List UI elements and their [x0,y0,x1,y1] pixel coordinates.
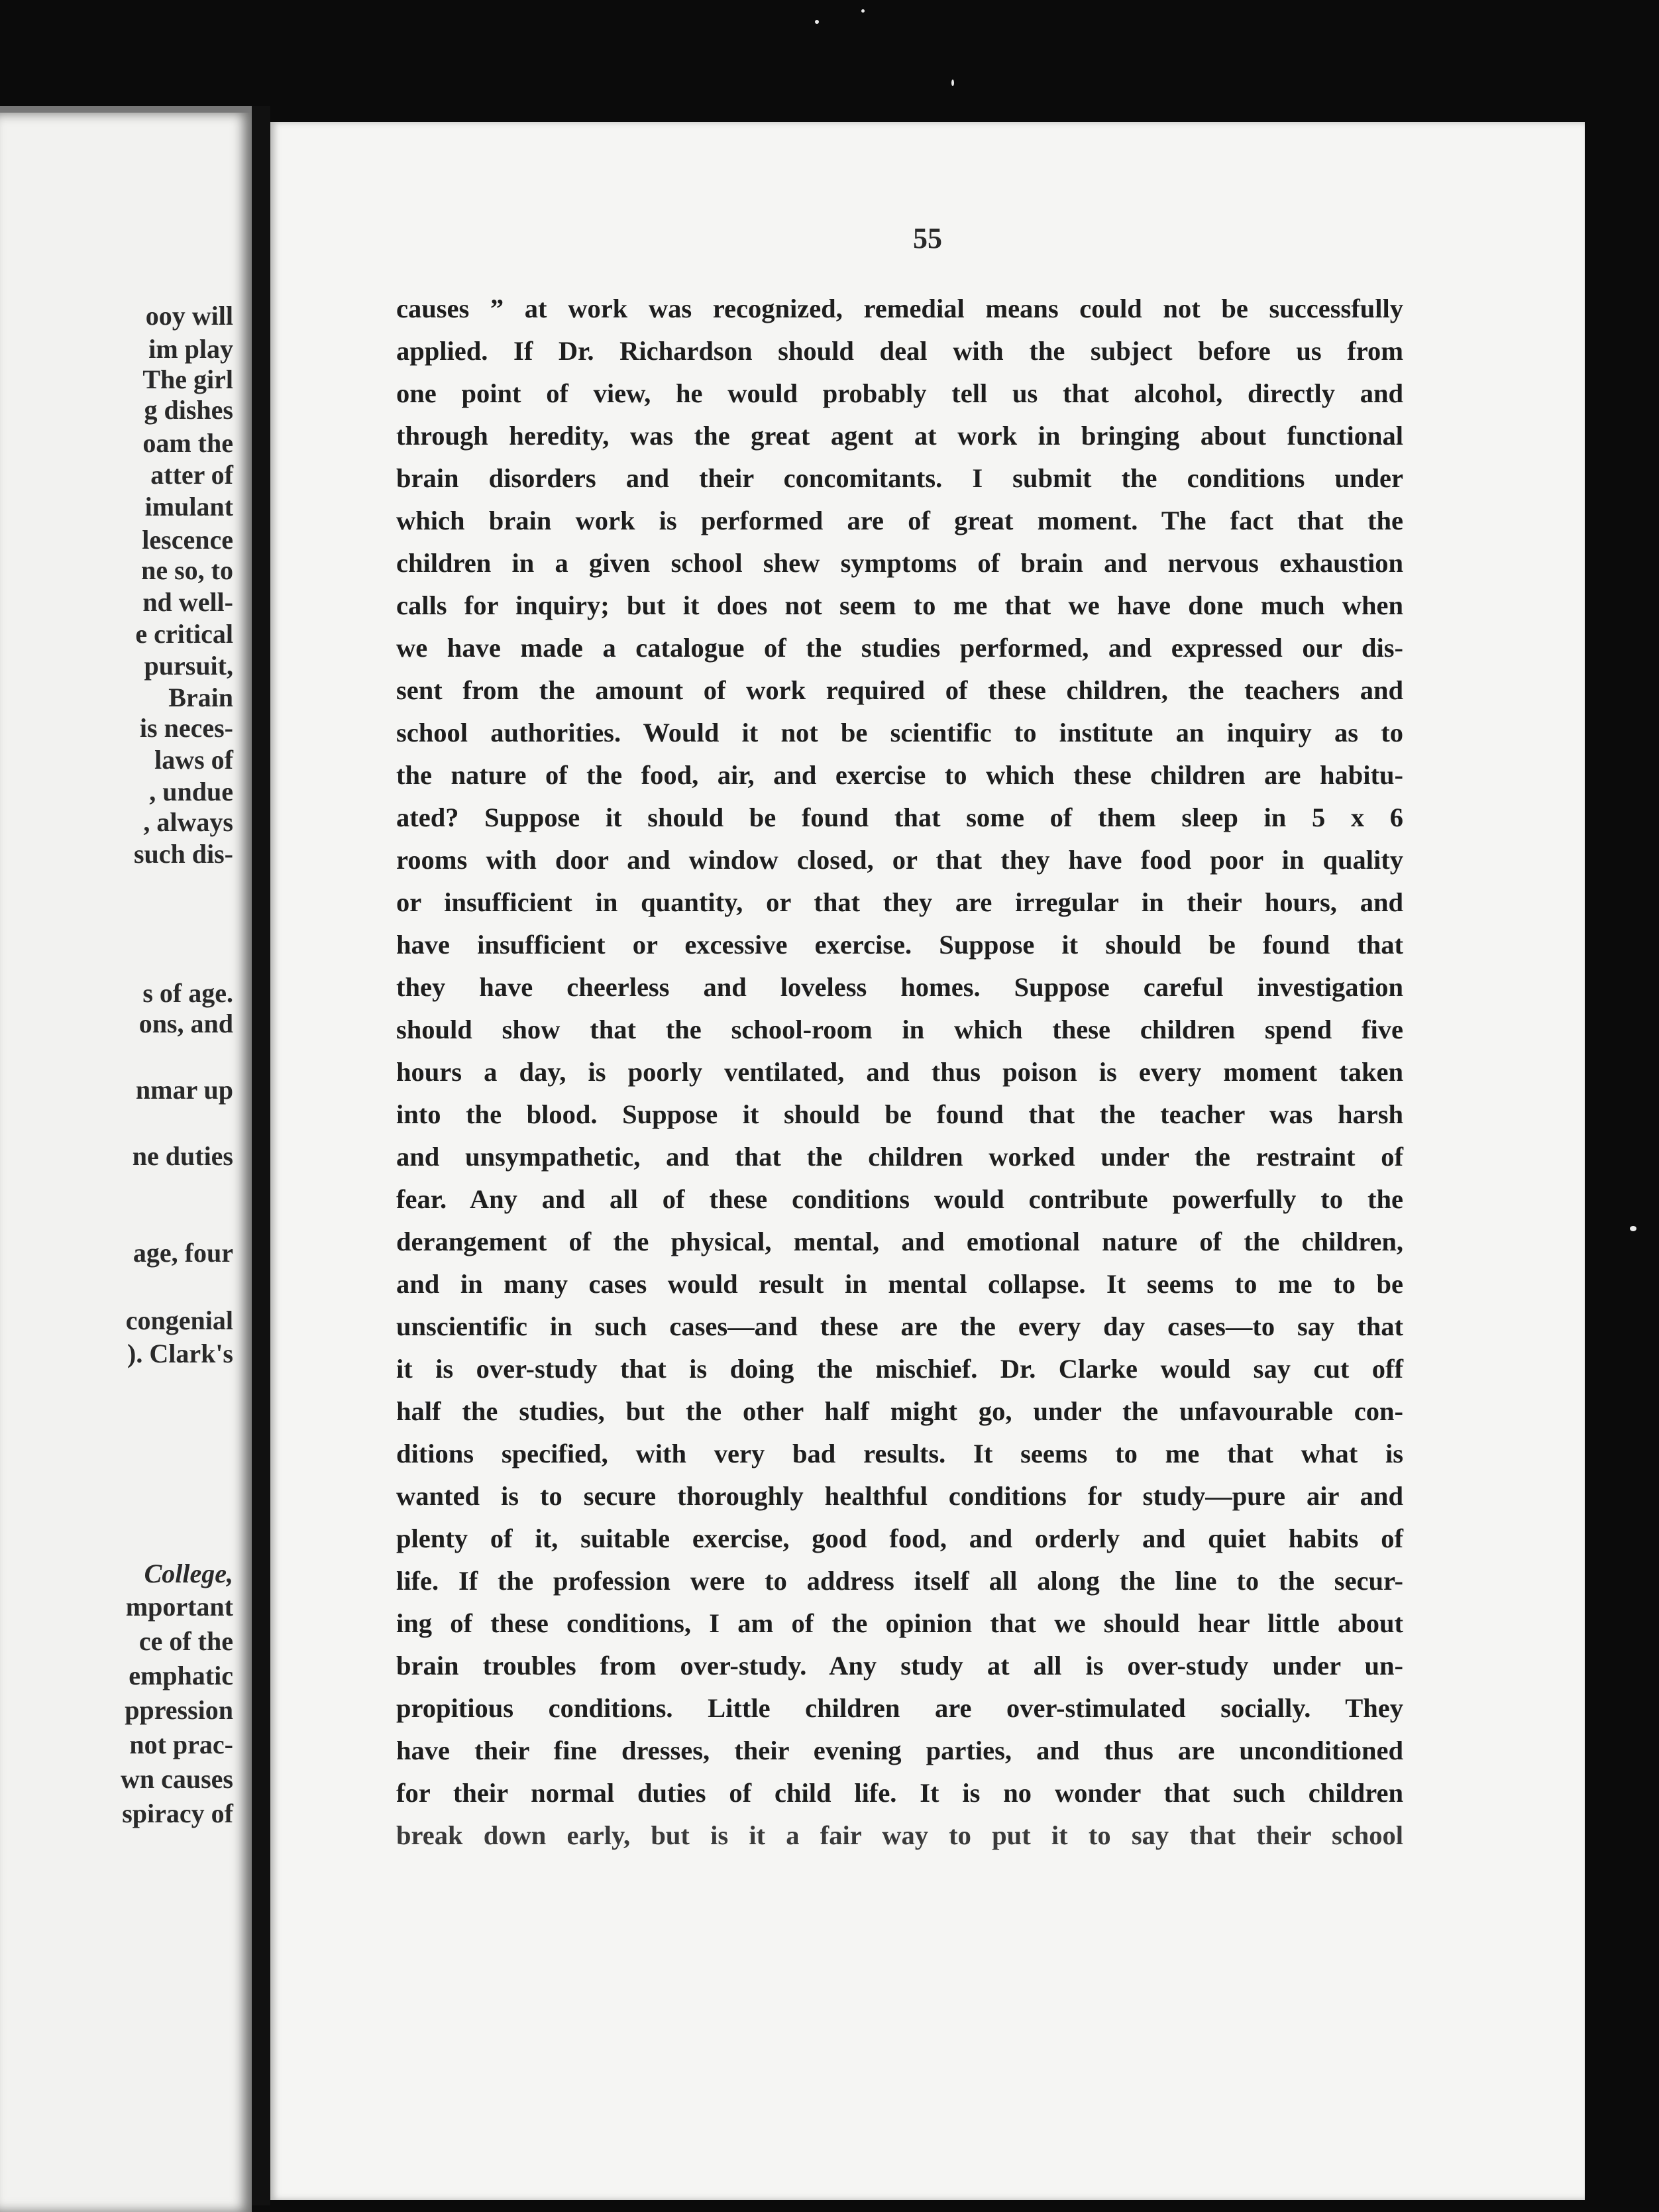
left-page-line: laws of [154,745,233,775]
left-facing-page [0,106,252,2212]
body-line: derangement of the physical, mental, and emotional nature of the children, [396,1227,1403,1256]
left-page-line: , always [143,807,233,837]
left-page-line: age, four [133,1238,233,1268]
body-line: and in many cases would result in mental collapse. It seems to me to be [396,1269,1403,1299]
body-line: brain troubles from over-study. Any study at all is over-study under un- [396,1651,1403,1681]
left-page-line: congenial [125,1305,233,1335]
left-page-line: spiracy of [122,1798,233,1828]
body-line: propitious conditions. Little children are over-stimulated socially. They [396,1693,1403,1723]
left-page-line: The girl [142,364,233,394]
left-page-line: College, [144,1559,233,1588]
left-page-line: imulant [144,492,233,522]
body-line: causes ” at work was recognized, remedial means could not be successfully [396,294,1403,323]
body-line: unscientific in such cases—and these are the every day cases—to say that [396,1311,1403,1341]
body-line: brain disorders and their concomitants. I submit the conditions under [396,463,1403,493]
body-line: applied. If Dr. Richardson should deal with the subject before us from [396,336,1403,366]
body-line: into the blood. Suppose it should be found that the teacher was harsh [396,1099,1403,1129]
body-line: ditions specified, with very bad results. It seems to me that what is [396,1439,1403,1468]
body-line: should show that the school-room in which these children spend five [396,1015,1403,1044]
scan-speck [1630,1226,1636,1231]
body-line: they have cheerless and loveless homes. Suppose careful investigation [396,972,1403,1002]
body-line: rooms with door and window closed, or that they have food poor in quality [396,845,1403,875]
body-line: half the studies, but the other half might go, under the unfavourable con- [396,1396,1403,1426]
body-line: calls for inquiry; but it does not seem to me that we have done much when [396,590,1403,620]
left-page-line: is neces- [139,713,233,743]
body-line: and unsympathetic, and that the children worked under the restraint of [396,1142,1403,1172]
left-page-line: emphatic [129,1661,233,1690]
body-line: school authorities. Would it not be scientific to institute an inquiry as to [396,718,1403,747]
scan-speck [815,20,819,24]
body-line: have their fine dresses, their evening parties, and thus are unconditioned [396,1736,1403,1765]
left-page-line: ce of the [138,1626,233,1656]
body-line: or insufficient in quantity, or that they are irregular in their hours, and [396,887,1403,917]
body-line: life. If the profession were to address itself all along the line to the secur- [396,1566,1403,1596]
left-page-line: ne so, to [141,555,233,585]
scan-speck [951,80,954,86]
left-page-line: ). Clark's [127,1339,233,1368]
left-page-line: s of age. [142,978,233,1008]
body-line: ing of these conditions, I am of the opinion that we should hear little about [396,1608,1403,1638]
body-line: fear. Any and all of these conditions would contribute powerfully to the [396,1184,1403,1214]
left-page-line: pursuit, [144,651,233,681]
body-line: which brain work is performed are of great moment. The fact that the [396,506,1403,535]
left-page-line: nd well- [142,587,233,617]
left-page-line: wn causes [120,1764,233,1794]
body-line: have insufficient or excessive exercise. Suppose it should be found that [396,930,1403,960]
body-line: it is over-study that is doing the mischief. Dr. Clarke would say cut off [396,1354,1403,1384]
left-page-line: e critical [135,619,233,649]
left-page-line: atter of [150,460,233,490]
left-page-line: not prac- [129,1730,233,1759]
body-text [396,288,1403,1857]
book-gutter [252,106,270,2205]
left-page-line: such dis- [133,839,233,869]
body-line: through heredity, was the great agent at work in bringing about functional [396,421,1403,451]
body-line: plenty of it, suitable exercise, good food, and orderly and quiet habits of [396,1523,1403,1553]
left-page-line: ons, and [138,1009,233,1038]
body-line: we have made a catalogue of the studies performed, and expressed our dis- [396,633,1403,663]
right-page [270,122,1585,2200]
body-line: sent from the amount of work required of these children, the teachers and [396,675,1403,705]
body-line: for their normal duties of child life. It is no wonder that such children [396,1778,1403,1808]
body-line: the nature of the food, air, and exercise to which these children are habitu- [396,760,1403,790]
body-line: ated? Suppose it should be found that some of them sleep in 5 x 6 [396,802,1403,832]
page-number: 55 [913,222,942,254]
left-page-line: lescence [142,525,233,555]
body-line: children in a given school shew symptoms of brain and nervous exhaustion [396,548,1403,578]
left-page-line: ppression [125,1695,233,1725]
body-line: break down early, but is it a fair way to put it to say that their school [396,1820,1403,1850]
left-page-line: Brain [168,683,233,712]
left-page-line: nmar up [135,1075,233,1105]
body-line: wanted is to secure thoroughly healthful conditions for study—pure air and [396,1481,1403,1511]
left-page-line: im play [148,334,233,364]
body-line: hours a day, is poorly ventilated, and thus poison is every moment taken [396,1057,1403,1087]
left-page-line: mportant [125,1592,233,1622]
left-page-line: oam the [142,428,233,458]
left-page-line: ne duties [132,1141,233,1171]
left-page-line: g dishes [144,395,233,425]
body-line: one point of view, he would probably tell us that alcohol, directly and [396,378,1403,408]
left-page-line: , undue [149,777,233,806]
left-page-line: ooy will [145,301,233,331]
scan-speck [861,9,865,13]
